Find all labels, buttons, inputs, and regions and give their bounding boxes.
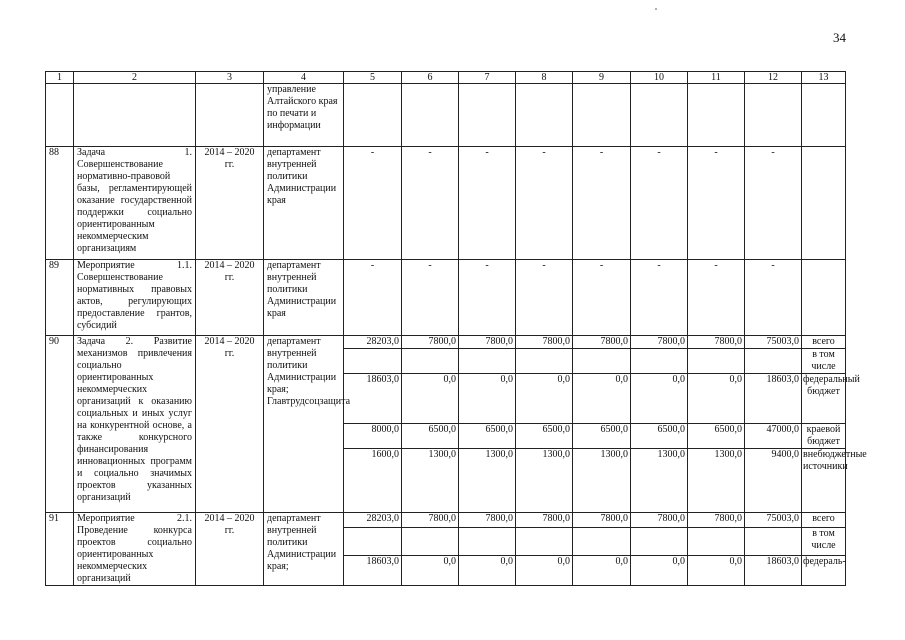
value-cell: - [631, 147, 688, 260]
value-cell: 1300,0 [573, 449, 631, 513]
value-cell: - [516, 260, 573, 336]
value-cell: - [516, 147, 573, 260]
value-cell: 0,0 [688, 556, 745, 586]
period-cell: 2014 – 2020 гг. [196, 513, 264, 586]
source-cell: федеральный бюджет [802, 374, 846, 424]
source-cell: в том числе [802, 349, 846, 374]
value-cell: 75003,0 [745, 336, 802, 349]
executor-cell: департамент внутренней политики Администрации края; Главтрудсоцзащита [264, 336, 344, 513]
header-cell: 3 [196, 72, 264, 84]
value-cell: 0,0 [573, 374, 631, 424]
value-cell: 7800,0 [402, 513, 459, 528]
value-cell: 7800,0 [688, 513, 745, 528]
value-cell: - [402, 260, 459, 336]
value-cell: 75003,0 [745, 513, 802, 528]
table-row [46, 147, 846, 260]
value-cell: 7800,0 [459, 336, 516, 349]
source-cell: федераль- [802, 556, 846, 586]
value-cell: - [631, 260, 688, 336]
executor-cell: департамент внутренней политики Администрации края [264, 147, 344, 260]
table-row [46, 260, 846, 336]
task-name: Задача 2. Развитие механизмов привлечения социально ориентированных некоммерческих организаций к оказанию социальных и иных услуг на конкурентной основе, а также конкурсного финансирования инновационных программ и социально значимых проектов указанных организаций [74, 336, 196, 513]
value-cell: - [688, 260, 745, 336]
value-cell: 1600,0 [344, 449, 402, 513]
value-cell: 7800,0 [573, 513, 631, 528]
value-cell: 1300,0 [516, 449, 573, 513]
value-cell: - [573, 147, 631, 260]
value-cell: - [402, 147, 459, 260]
table-row [46, 84, 846, 147]
period-cell: 2014 – 2020 гг. [196, 260, 264, 336]
value-cell: - [344, 260, 402, 336]
value-cell: 7800,0 [631, 513, 688, 528]
header-cell: 6 [402, 72, 459, 84]
page-number: 34 [833, 30, 846, 45]
value-cell: - [745, 260, 802, 336]
value-cell: 28203,0 [344, 513, 402, 528]
value-cell: 0,0 [516, 374, 573, 424]
header-cell: 9 [573, 72, 631, 84]
value-cell: 18603,0 [344, 556, 402, 586]
value-cell: 1300,0 [402, 449, 459, 513]
value-cell: - [688, 147, 745, 260]
value-cell: 47000,0 [745, 424, 802, 449]
value-cell: 0,0 [402, 374, 459, 424]
value-cell: 6500,0 [688, 424, 745, 449]
value-cell: 7800,0 [573, 336, 631, 349]
header-cell: 11 [688, 72, 745, 84]
task-name: Мероприятие 2.1. Проведение конкурса проектов социально ориентированных некоммерческих организаций [74, 513, 196, 586]
value-cell: 18603,0 [745, 556, 802, 586]
value-cell: 7800,0 [688, 336, 745, 349]
header-cell: 12 [745, 72, 802, 84]
header-cell: 1 [46, 72, 74, 84]
scan-speck [655, 8, 657, 10]
value-cell: 8000,0 [344, 424, 402, 449]
header-row [46, 72, 846, 84]
value-cell: 1300,0 [688, 449, 745, 513]
value-cell: - [573, 260, 631, 336]
header-cell: 13 [802, 72, 846, 84]
header-cell: 4 [264, 72, 344, 84]
row-number: 91 [46, 513, 74, 586]
value-cell: 0,0 [688, 374, 745, 424]
value-cell: 0,0 [631, 374, 688, 424]
value-cell: 0,0 [631, 556, 688, 586]
header-cell: 7 [459, 72, 516, 84]
value-cell: 6500,0 [516, 424, 573, 449]
header-cell: 8 [516, 72, 573, 84]
header-cell: 2 [74, 72, 196, 84]
value-cell: 18603,0 [344, 374, 402, 424]
header-cell: 5 [344, 72, 402, 84]
value-cell: - [459, 260, 516, 336]
executor-cell: управление Алтайского края по печати и информации [264, 84, 344, 147]
source-cell: в том числе [802, 527, 846, 556]
source-cell: всего [802, 513, 846, 528]
task-name: Мероприятие 1.1. Совершенствование нормативных правовых актов, регулирующих предоставление грантов, субсидий [74, 260, 196, 336]
source-cell: всего [802, 336, 846, 349]
value-cell: 28203,0 [344, 336, 402, 349]
row-number: 88 [46, 147, 74, 260]
value-cell: 7800,0 [631, 336, 688, 349]
header-cell: 10 [631, 72, 688, 84]
value-cell: 7800,0 [516, 336, 573, 349]
period-cell: 2014 – 2020 гг. [196, 147, 264, 260]
value-cell: 0,0 [459, 556, 516, 586]
executor-cell: департамент внутренней политики Администрации края; [264, 513, 344, 586]
row-number: 90 [46, 336, 74, 513]
period-cell: 2014 – 2020 гг. [196, 336, 264, 513]
value-cell: 0,0 [516, 556, 573, 586]
value-cell: - [459, 147, 516, 260]
table-row [46, 336, 846, 349]
value-cell: 0,0 [402, 556, 459, 586]
table-row [46, 513, 846, 528]
value-cell: 1300,0 [459, 449, 516, 513]
value-cell: 9400,0 [745, 449, 802, 513]
value-cell: 18603,0 [745, 374, 802, 424]
source-cell: краевой бюджет [802, 424, 846, 449]
row-number: 89 [46, 260, 74, 336]
task-name: Задача 1. Совершенствование нормативно-правовой базы, регламентирующей оказание государственной поддержки социально ориентированным некоммерческим организациям [74, 147, 196, 260]
value-cell: 0,0 [459, 374, 516, 424]
executor-cell: департамент внутренней политики Администрации края [264, 260, 344, 336]
value-cell: 6500,0 [402, 424, 459, 449]
source-cell: внебюджетные источники [802, 449, 846, 513]
value-cell: 6500,0 [573, 424, 631, 449]
value-cell: 6500,0 [631, 424, 688, 449]
value-cell: 7800,0 [459, 513, 516, 528]
value-cell: 7800,0 [402, 336, 459, 349]
value-cell: 7800,0 [516, 513, 573, 528]
value-cell: - [344, 147, 402, 260]
value-cell: 6500,0 [459, 424, 516, 449]
value-cell: 1300,0 [631, 449, 688, 513]
program-table [45, 71, 867, 586]
value-cell: 0,0 [573, 556, 631, 586]
value-cell: - [745, 147, 802, 260]
